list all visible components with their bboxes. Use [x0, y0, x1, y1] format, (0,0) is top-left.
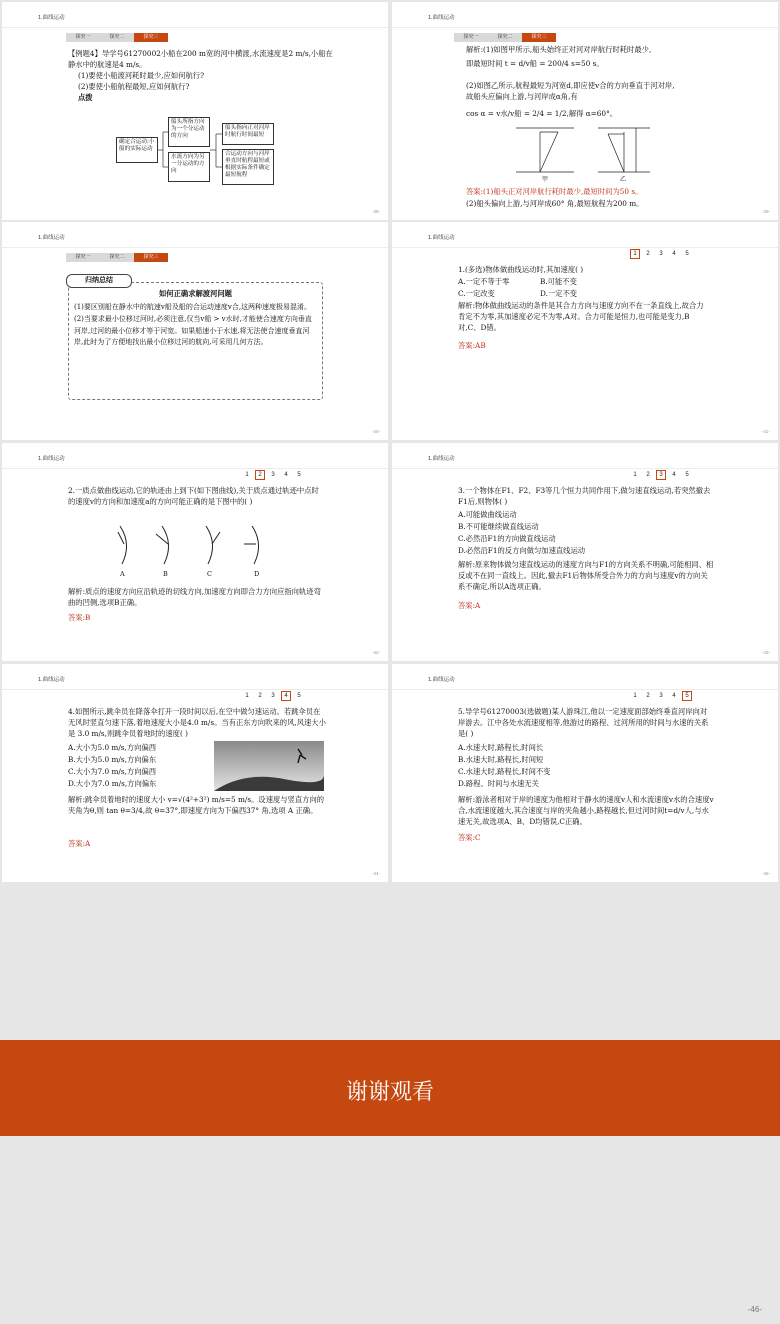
- page-5[interactable]: 5: [297, 693, 301, 699]
- slide-footer: -44-: [371, 871, 380, 876]
- option-c: C.必然沿F1的方向做直线运动: [458, 534, 556, 543]
- answer: 答案:A: [458, 601, 481, 610]
- question-text: 5.导学号61270003(选做题)某人游珠江,他以一定速度面部始终垂直河岸向对岸游去。江中各处水流速度相等,他游过的路程、过河所用的时间与水速的关系是( ): [458, 707, 709, 738]
- page-5[interactable]: 5: [297, 472, 301, 478]
- figure-caption-jia: 甲: [542, 176, 549, 183]
- page-1[interactable]: 1: [630, 249, 640, 259]
- slide-header: 1.曲线运动: [428, 456, 455, 462]
- slide-header: 1.曲线运动: [38, 15, 65, 21]
- slide-header: 1.曲线运动: [428, 235, 455, 241]
- slide-header: 1.曲线运动: [38, 456, 65, 462]
- summary-tag: 归纳总结: [66, 274, 132, 288]
- answer: 答案:C: [458, 833, 481, 842]
- flow-box-shortest-time: 船头指向正对河岸时航行时间最短: [222, 123, 274, 145]
- option-a: A.水速大时,路程长,时间长: [458, 743, 544, 752]
- figure-label-c: C: [207, 570, 212, 578]
- option-c: C.一定改变: [458, 289, 495, 298]
- flow-box-heading: 船头所指方向为一个分运动的方向: [168, 117, 210, 147]
- page-1[interactable]: 1: [633, 472, 637, 478]
- example-title: 【例题4】导学号61270002小船在200 m宽的河中横渡,水流速度是2 m/s,小船在静水中的航速是4 m/s。: [68, 49, 333, 69]
- answer: 答案:AB: [458, 341, 486, 350]
- page-2[interactable]: 2: [258, 693, 262, 699]
- slide-footer: -43-: [761, 650, 770, 655]
- slide-footer: -38-: [371, 209, 380, 214]
- page-2[interactable]: 2: [255, 470, 265, 480]
- flow-box-shortest-path: 合运动方向与河岸垂直时航程最短或根据实际条件确定最短航程: [222, 149, 274, 185]
- page-nav: [242, 470, 304, 480]
- option-d: D.一定不变: [540, 289, 578, 298]
- tab-explore-1[interactable]: 探究一: [454, 33, 488, 42]
- page-3[interactable]: 3: [656, 470, 666, 480]
- page-3[interactable]: 3: [271, 472, 275, 478]
- tab-explore-1[interactable]: 探究一: [66, 253, 100, 262]
- option-b: B.可能不变: [540, 277, 577, 286]
- tab-bar: [66, 253, 168, 262]
- summary-title: 如何正确求解渡河问题: [159, 289, 232, 298]
- flow-connectors: [2, 2, 388, 220]
- page-1[interactable]: 1: [633, 693, 637, 699]
- tab-explore-1[interactable]: 探究一: [66, 33, 100, 42]
- page-4[interactable]: 4: [284, 472, 288, 478]
- page-3[interactable]: 3: [659, 693, 663, 699]
- figure-label-d: D: [254, 570, 260, 578]
- page-4[interactable]: 4: [672, 472, 676, 478]
- slide-header: 1.曲线运动: [428, 15, 455, 21]
- closing-banner: [0, 1040, 780, 1136]
- page-nav: [630, 249, 692, 259]
- tab-explore-3[interactable]: 探究三: [134, 33, 168, 42]
- page-4[interactable]: 4: [672, 251, 676, 257]
- flow-box-current: 水流方向为另一分运动的方向: [168, 152, 210, 182]
- page-nav: [242, 691, 304, 701]
- slide-footer: -45-: [761, 871, 770, 876]
- tab-explore-2[interactable]: 探究二: [100, 33, 134, 42]
- analysis-line-5: cos α = v水/v船 = 2/4 = 1/2,解得 α=60°。: [466, 109, 618, 118]
- slide-header: 1.曲线运动: [38, 677, 65, 683]
- explanation: 解析:物体做曲线运动的条件是其合力方向与速度方向不在一条直线上,故合力肯定不为零,其加速度必定不为零,A对。合力可能是恒力,也可能是变力,B对,C、D错。: [458, 301, 704, 332]
- answer-line-1: 答案:(1)船头正对河岸航行耗时最少,最短时间为50 s。: [466, 187, 643, 196]
- page-5[interactable]: 5: [682, 691, 692, 701]
- slide-44: [2, 664, 388, 882]
- explanation: 解析:质点的速度方向应沿轨迹的切线方向,加速度方向即合力方向应指向轨迹弯曲的凹侧,选项B正确。: [68, 587, 321, 607]
- question-text: 2.一质点做曲线运动,它的轨迹由上到下(如下图曲线),关于质点通过轨迹中点时的速度v的方向和加速度a的方向可能正确的是下图中的( ): [68, 486, 319, 506]
- answer: 答案:B: [68, 613, 91, 622]
- analysis-line-2: 即最短时间 t = d/v船 = 200/4 s=50 s。: [466, 59, 604, 68]
- option-d: D.路程、时间与水速无关: [458, 779, 539, 788]
- analysis-line-4: 故船头应偏向上游,与河岸成α角,有: [466, 92, 578, 101]
- option-a: A.可能做曲线运动: [458, 510, 517, 519]
- option-c: C.水速大时,路程长,时间不变: [458, 767, 551, 776]
- page-4[interactable]: 4: [672, 693, 676, 699]
- slide-footer: -39-: [761, 209, 770, 214]
- figure-caption-yi: 乙: [620, 176, 627, 183]
- analysis-line-1: 解析:(1)如图甲所示,船头始终正对河对岸航行时耗时最少,: [466, 45, 652, 54]
- page-5[interactable]: 5: [685, 251, 689, 257]
- question-text: 4.如图所示,跳伞员在降落伞打开一段时间以后,在空中做匀速运动。若跳伞员在无风时竖直匀速下落,着地速度大小是4.0 m/s。当有正东方向吹来的风,风速大小是 3.0 m/s,则跳伞员着地时的速度( ): [68, 707, 326, 738]
- slide-footer: -42-: [371, 650, 380, 655]
- tab-explore-3[interactable]: 探究三: [134, 253, 168, 262]
- tab-explore-2[interactable]: 探究二: [488, 33, 522, 42]
- page-nav: [630, 691, 692, 701]
- explanation: 解析:游泳者相对于岸的速度为他相对于静水的速度v人和水流速度v水的合速度v合,水流速度越大,其合速度与岸的夹角越小,路程越长,但过河时间t=d/v人,与水速无关,故选项A、B、D均错误,C正确。: [458, 795, 714, 826]
- closing-title: 谢谢观看: [345, 1080, 434, 1105]
- explanation: 解析:跳伞员着地时的速度大小 v=√(4²+3²) m/s=5 m/s。设速度与竖直方向的夹角为θ,则 tan θ=3/4,故 θ=37°,即速度方向为下偏西37° 角,选项 A 正确。: [68, 795, 325, 815]
- question-1: (1)要使小船渡河耗时最少,应如何航行?: [78, 71, 205, 80]
- tab-explore-3[interactable]: 探究三: [522, 33, 556, 42]
- page-1[interactable]: 1: [245, 472, 249, 478]
- question-text: 1.(多选)物体做曲线运动时,其加速度( ): [458, 265, 584, 274]
- question-2: (2)要使小船航程最短,应如何航行?: [78, 82, 190, 91]
- page-2[interactable]: 2: [646, 251, 650, 257]
- figure-label-b: B: [163, 570, 168, 578]
- trajectory-figures: [110, 522, 280, 568]
- slide-footer: -40-: [371, 429, 380, 434]
- slide-38: [2, 2, 388, 220]
- slide-39: [392, 2, 778, 220]
- page-number: -46-: [747, 1305, 762, 1314]
- hint-label: 点拨: [78, 93, 93, 102]
- answer: 答案:A: [68, 839, 91, 848]
- summary-body: (1)要区别船在静水中的航速v船及船的合运动速度v合,这两种速度极易混淆。(2)当要求最小位移过河时,必须注意,仅当v船 > v水时,才能使合速度方向垂直河岸,过河的最小位移才等于河宽。如果船速小于水速,将无法使合速度垂直河岸,此时为了方便地找出最小位移过河的航向,可采用几何方法。: [74, 303, 312, 347]
- question-text: 3.一个物体在F1、F2、F3等几个恒力共同作用下,做匀速直线运动,若突然撤去F1后,则物体( ): [458, 486, 711, 506]
- explanation: 解析:原来物体做匀速直线运动的速度方向与F1的方向关系不明确,可能相同、相反或不在同一直线上。因此,撤去F1后物体所受合外力的方向与速度v的方向关系不确定,所以A选项正确。: [458, 560, 714, 591]
- option-d: D.大小为7.0 m/s,方向偏东: [68, 779, 157, 788]
- option-b: B.不可能继续做直线运动: [458, 522, 539, 531]
- slide-45: [392, 664, 778, 882]
- flow-box-actual-motion: 确定合运动:小船的实际运动: [116, 137, 158, 163]
- figure-label-a: A: [120, 570, 125, 578]
- answer-line-2: (2)船头偏向上游,与河岸成60° 角,最短航程为200 m。: [466, 199, 644, 208]
- option-b: B.大小为5.0 m/s,方向偏东: [68, 755, 157, 764]
- parachutist-photo: [214, 741, 324, 791]
- page-4[interactable]: 4: [281, 691, 291, 701]
- slide-header: 1.曲线运动: [428, 677, 455, 683]
- page-nav: [630, 470, 692, 480]
- page-5[interactable]: 5: [685, 472, 689, 478]
- option-a: A.一定不等于零: [458, 277, 510, 286]
- tab-explore-2[interactable]: 探究二: [100, 253, 134, 262]
- page-2[interactable]: 2: [646, 693, 650, 699]
- option-a: A.大小为5.0 m/s,方向偏西: [68, 743, 157, 752]
- option-b: B.水速大时,路程长,时间短: [458, 755, 544, 764]
- page-2[interactable]: 2: [646, 472, 650, 478]
- slide-footer: -41-: [761, 429, 770, 434]
- page-3[interactable]: 3: [659, 251, 663, 257]
- slide-header: 1.曲线运动: [38, 235, 65, 241]
- page-1[interactable]: 1: [245, 693, 249, 699]
- option-c: C.大小为7.0 m/s,方向偏西: [68, 767, 157, 776]
- page-3[interactable]: 3: [271, 693, 275, 699]
- analysis-line-3: (2)如图乙所示,航程最短为河宽d,即应使v合的方向垂直于河对岸,: [466, 81, 675, 90]
- option-d: D.必然沿F1的反方向做匀加速直线运动: [458, 546, 586, 555]
